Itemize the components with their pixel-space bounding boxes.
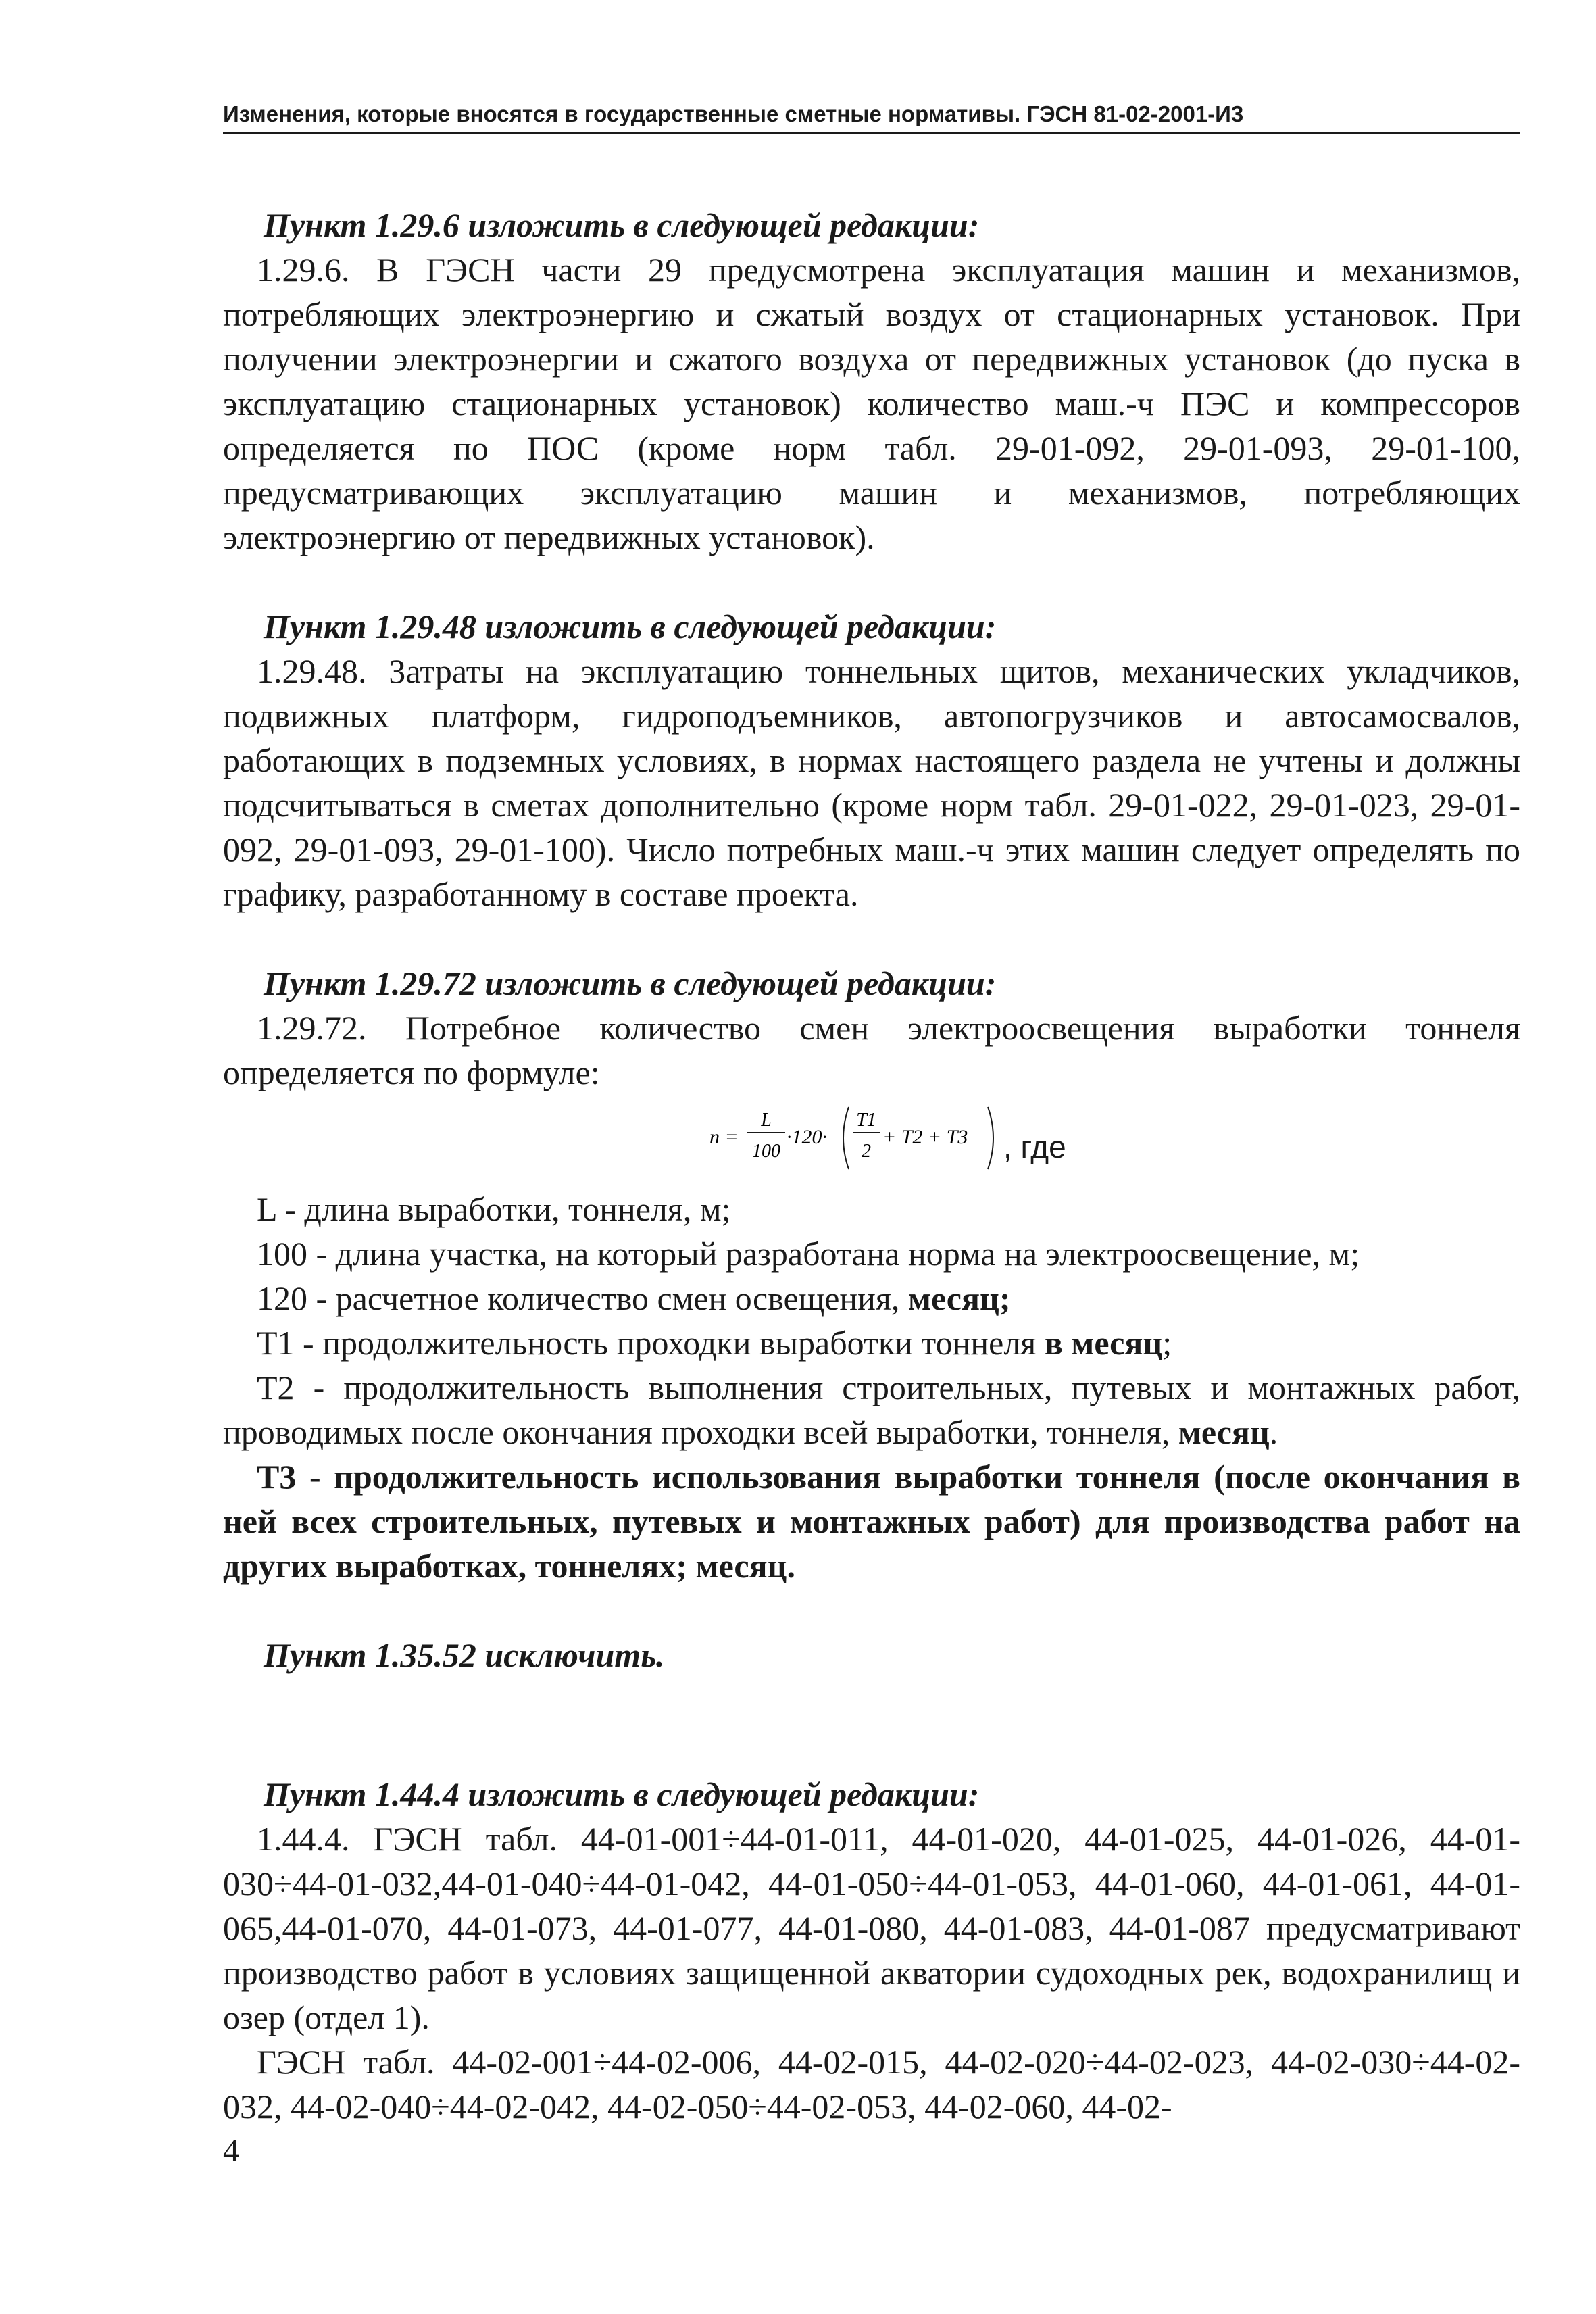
- lighting-shifts-formula: [709, 1095, 1007, 1183]
- section-heading-1-29-72: Пункт 1.29.72 изложить в следующей редакции:: [264, 964, 997, 1002]
- paragraph-1-29-6: 1.29.6. В ГЭСН части 29 предусмотрена эксплуатация машин и механизмов, потребляющих электроэнергию и сжатый воздух от стационарных установок. При получении электроэнергии и сжатого воздуха от передвижных установок (до пуска в эксплуатацию стационарных установок) количество маш.-ч ПЭС и компрессоров определяется по ПОС (кроме норм табл. 29-01-092, 29-01-093, 29-01-100, предусматривающих эксплуатацию машин и механизмов, потребляющих электроэнергию от передвижных установок).: [223, 251, 1520, 556]
- def-120: 120 - расчетное количество смен освещения, месяц;: [257, 1279, 1011, 1317]
- formula-block: [223, 1095, 1520, 1187]
- paragraph-1-29-48: 1.29.48. Затраты на эксплуатацию тоннельных щитов, механических укладчиков, подвижных платформ, гидроподъемников, автопогрузчиков и автосамосвалов, работающих в подземных условиях, в нормах настоящего раздела не учтены и должны подсчитываться в сметах дополнительно (кроме норм табл. 29-01-022, 29-01-023, 29-01-092, 29-01-093, 29-01-100). Число потребных маш.-ч этих машин следует определять по графику, разработанному в составе проекта.: [223, 652, 1520, 913]
- def-L: L - длина выработки, тоннеля, м;: [257, 1190, 731, 1228]
- section-heading-1-29-48: Пункт 1.29.48 изложить в следующей редакции:: [264, 608, 997, 645]
- section-heading-1-44-4: Пункт 1.44.4 изложить в следующей редакции:: [264, 1775, 980, 1813]
- formula-definitions: [223, 1187, 1520, 1588]
- formula-den1: 100: [752, 1141, 780, 1162]
- def-T1: T1 - продолжительность проходки выработки тоннеля в месяц;: [257, 1324, 1172, 1362]
- page-number: 4: [223, 2133, 239, 2169]
- formula-den2: 2: [862, 1141, 871, 1162]
- formula-rest: + T2 + T3: [882, 1126, 968, 1148]
- paragraph-1-44-4-a: 1.44.4. ГЭСН табл. 44-01-001÷44-01-011, 44-01-020, 44-01-025, 44-01-026, 44-01-030÷44-01-032,44-01-040÷44-01-042, 44-01-050÷44-01-053, 44-01-060, 44-01-061, 44-01-065,44-01-070, 44-01-073, 44-01-077, 44-01-080, 44-01-083, 44-01-087 предусматривают производство работ в условиях защищенной акватории судоходных рек, водохранилищ и озер (отдел 1).: [223, 1820, 1520, 2036]
- def-100: 100 - длина участка, на который разработана норма на электроосвещение, м;: [257, 1235, 1360, 1273]
- page-content: [223, 203, 1520, 2129]
- paragraph-1-44-4-b: ГЭСН табл. 44-02-001÷44-02-006, 44-02-015, 44-02-020÷44-02-023, 44-02-030÷44-02-032, 44-02-040÷44-02-042, 44-02-050÷44-02-053, 44-02-060, 44-02-: [223, 2043, 1520, 2125]
- formula-factor: ·120·: [787, 1126, 827, 1148]
- running-header: Изменения, которые вносятся в государственные сметные нормативы. ГЭСН 81-02-2001-И3: [223, 101, 1520, 134]
- formula-where: , где: [1003, 1129, 1066, 1164]
- formula-lhs: n =: [709, 1126, 739, 1148]
- def-T3: T3 - продолжительность использования выработки тоннеля (после окончания в ней всех строительных, путевых и монтажных работ) для производства работ на других выработках, тоннелях; месяц.: [223, 1458, 1520, 1585]
- formula-num2: T1: [856, 1110, 876, 1131]
- section-heading-1-29-6: Пункт 1.29.6 изложить в следующей редакции:: [264, 206, 980, 244]
- def-T2: T2 - продолжительность выполнения строительных, путевых и монтажных работ, проводимых после окончания проходки всей выработки, тоннеля, месяц.: [223, 1369, 1520, 1451]
- section-heading-1-35-52: Пункт 1.35.52 исключить.: [264, 1636, 665, 1674]
- paragraph-1-29-72-intro: 1.29.72. Потребное количество смен электроосвещения выработки тоннеля определяется по формуле:: [223, 1009, 1520, 1091]
- formula-num1: L: [761, 1110, 772, 1131]
